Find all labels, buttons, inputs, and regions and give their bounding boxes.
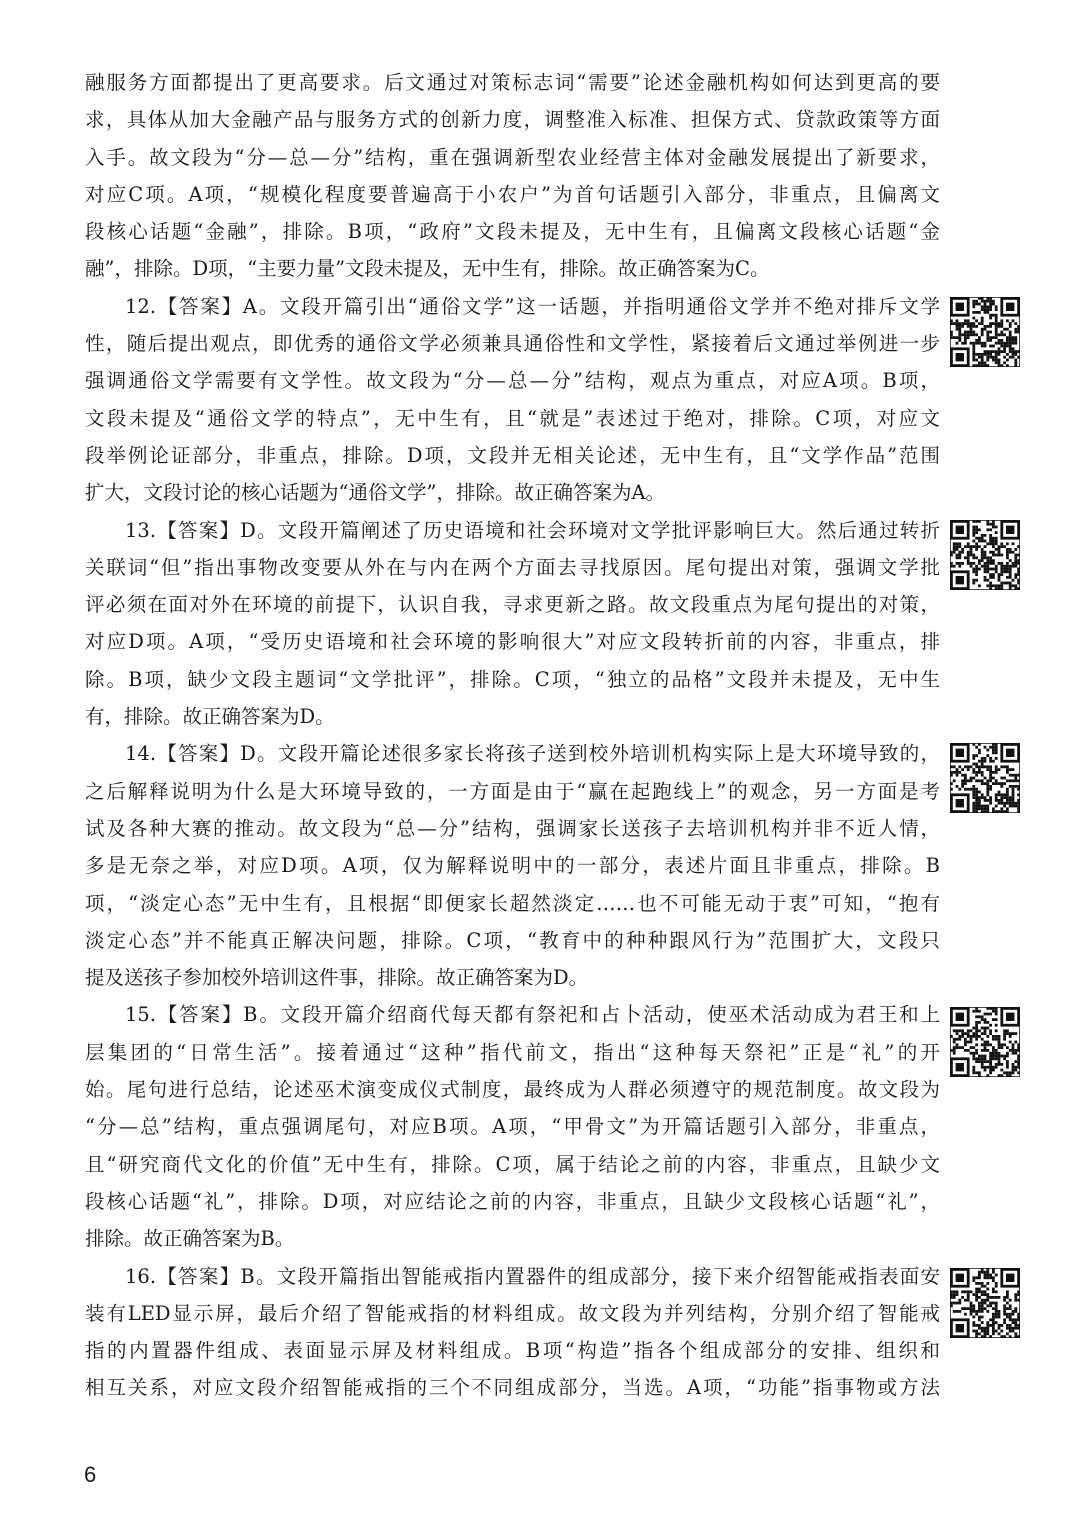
text-line: 试及各种大赛的推动。故文段为“总—分”结构，强调家长送孩子去培训机构并非不近人情，	[85, 816, 940, 840]
text-line: 相互关系，对应文段介绍智能戒指的三个不同组成部分，当选。A项，“功能”指事物或方法	[85, 1376, 940, 1400]
text-line: 文段未提及“通俗文学的特点”，无中生有，且“就是”表述过于绝对，排除。C项，对应文	[85, 406, 940, 430]
qr-code-icon	[950, 1007, 1020, 1077]
text-line: 提及送孩子参加校外培训这件事，排除。故正确答案为D。	[85, 966, 589, 990]
text-line: 强调通俗文学需要有文学性。故文段为“分—总—分”结构，观点为重点，对应A项。B项，	[85, 369, 940, 393]
text-line: 对应C项。A项，“规模化程度要普遍高于小农户”为首句话题引入部分，非重点，且偏离文	[85, 182, 940, 206]
text-line: 性，随后提出观点，即优秀的通俗文学必须兼具通俗性和文学性，紧接着后文通过举例进一步	[85, 332, 940, 356]
page-number: 6	[84, 1462, 97, 1487]
text-line: 15.【答案】B。文段开篇介绍商代每天都有祭祀和占卜活动，使巫术活动成为君王和上	[125, 1003, 940, 1027]
text-line: 融服务方面都提出了更高要求。后文通过对策标志词“需要”论述金融机构如何达到更高的要	[85, 71, 940, 94]
text-line: 16.【答案】B。文段开篇指出智能戒指内置器件的组成部分，接下来介绍智能戒指表面安	[125, 1264, 940, 1288]
text-line: 指的内置器件组成、表面显示屏及材料组成。B项“构造”指各个组成部分的安排、组织和	[85, 1339, 940, 1363]
text-line: 段核心话题“礼”，排除。D项，对应结论之前的内容，非重点，且缺少文段核心话题“礼”，	[85, 1189, 940, 1213]
text-line: 12.【答案】A。文段开篇引出“通俗文学”这一话题，并指明通俗文学并不绝对排斥文学	[125, 294, 940, 318]
answer-paragraph	[85, 512, 940, 736]
text-line: 扩大，文段讨论的核心话题为“通俗文学”，排除。故正确答案为A。	[85, 481, 666, 505]
qr-code-icon	[950, 1268, 1020, 1338]
text-line: 之后解释说明为什么是大环境导致的，一方面是由于“赢在起跑线上”的观念，另一方面是考	[85, 779, 940, 803]
answer-explanations	[85, 64, 940, 1407]
text-line: 求，具体从加大金融产品与服务方式的创新力度，调整准入标准、担保方式、贷款政策等方面	[85, 108, 940, 132]
text-line: 评必须在面对外在环境的前提下，认识自我，寻求更新之路。故文段重点为尾句提出的对策，	[85, 593, 940, 617]
answer-paragraph	[85, 735, 940, 996]
answer-paragraph	[85, 64, 940, 288]
text-line: 多是无奈之举，对应D项。A项，仅为解释说明中的一部分，表述片面且非重点，排除。B	[85, 854, 940, 878]
text-line: “分—总”结构，重点强调尾句，对应B项。A项，“甲骨文”为开篇话题引入部分，非重点，	[85, 1115, 940, 1139]
text-line: 入手。故文段为“分—总—分”结构，重在强调新型农业经营主体对金融发展提出了新要求，	[85, 145, 940, 169]
text-line: 淡定心态”并不能真正解决问题，排除。C项，“教育中的种种跟风行为”范围扩大，文段只	[85, 928, 940, 952]
text-line: 段举例论证部分，非重点，排除。D项，文段并无相关论述，无中生有，且“文学作品”范围	[85, 443, 940, 467]
text-line: 融”，排除。D项，“主要力量”文段未提及，无中生有，排除。故正确答案为C。	[85, 257, 770, 281]
text-line: 对应D项。A项，“受历史语境和社会环境的影响很大”对应文段转折前的内容，非重点，排	[85, 630, 940, 654]
text-line: 段核心话题“金融”，排除。B项，“政府”文段未提及，无中生有，且偏离文段核心话题“金	[85, 220, 940, 244]
text-line: 13.【答案】D。文段开篇阐述了历史语境和社会环境对文学批评影响巨大。然后通过转折	[125, 518, 940, 542]
text-line: 层集团的“日常生活”。接着通过“这种”指代前文，指出“这种每天祭祀”正是“礼”的开	[85, 1040, 940, 1064]
text-line: 且“研究商代文化的价值”无中生有，排除。C项，属于结论之前的内容，非重点，且缺少文	[85, 1152, 940, 1176]
text-line: 有，排除。故正确答案为D。	[85, 705, 335, 729]
text-line: 项，“淡定心态”无中生有，且根据“即便家长超然淡定……也不可能无动于衷”可知，“抱有	[85, 891, 940, 915]
answer-paragraph	[85, 996, 940, 1257]
qr-code-icon	[950, 520, 1020, 590]
text-line: 始。尾句进行总结，论述巫术演变成仪式制度，最终成为人群必须遵守的规范制度。故文段为	[85, 1078, 940, 1102]
text-line: 装有LED显示屏，最后介绍了智能戒指的材料组成。故文段为并列结构，分别介绍了智能戒	[85, 1301, 940, 1325]
answer-paragraph	[85, 1258, 940, 1407]
qr-code-icon	[950, 743, 1020, 813]
text-line: 14.【答案】D。文段开篇论述很多家长将孩子送到校外培训机构实际上是大环境导致的，	[125, 742, 940, 766]
text-line: 关联词“但”指出事物改变要从外在与内在两个方面去寻找原因。尾句提出对策，强调文学批	[85, 555, 940, 579]
qr-code-icon	[950, 297, 1020, 367]
answer-paragraph	[85, 288, 940, 512]
text-line: 排除。故正确答案为B。	[85, 1227, 295, 1251]
text-line: 除。B项，缺少文段主题词“文学批评”，排除。C项，“独立的品格”文段并未提及，无中生	[85, 667, 940, 691]
